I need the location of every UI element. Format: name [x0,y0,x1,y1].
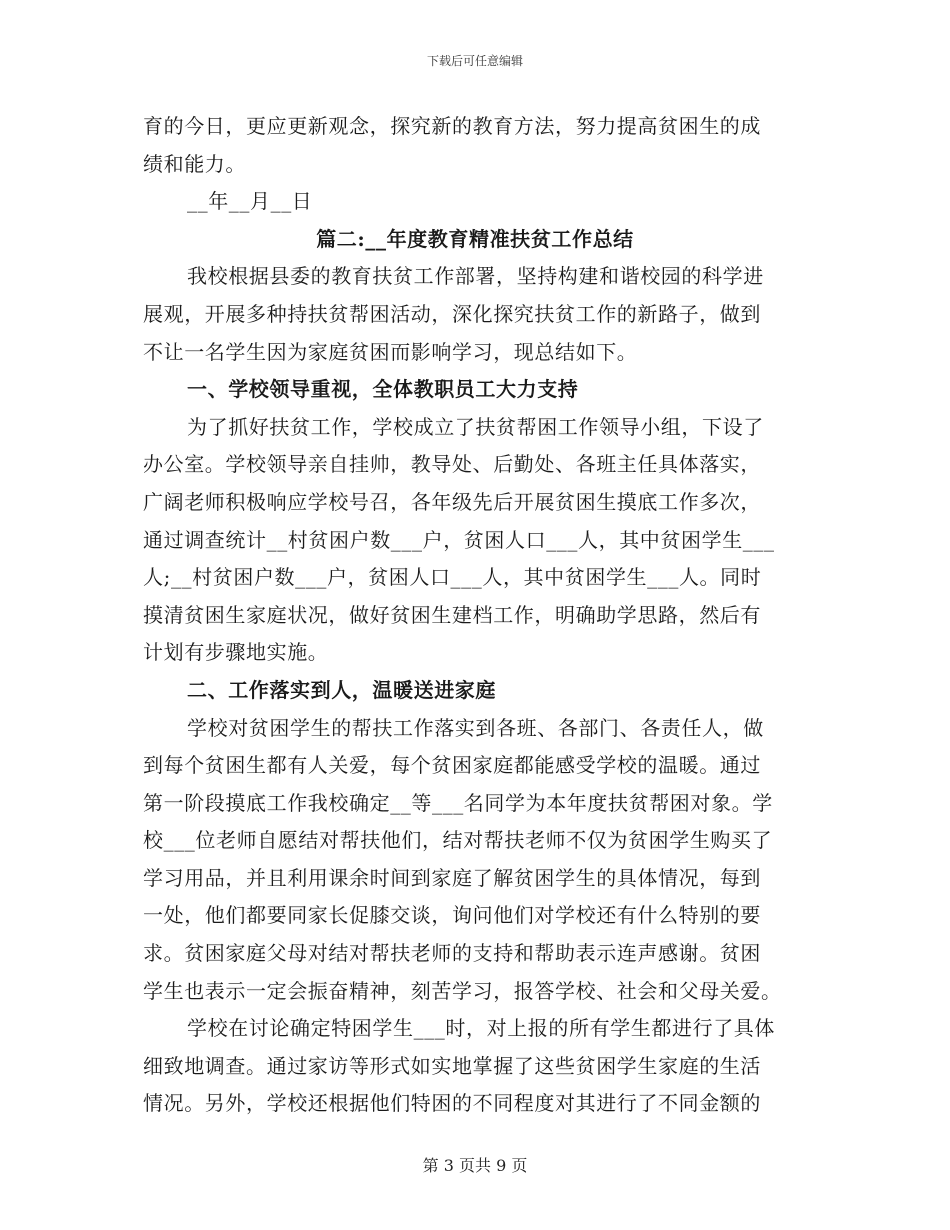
paragraph-line: 学生也表示一定会振奋精神，刻苦学习，报答学校、社会和父母关爱。 [143,978,782,1003]
paragraph-line: 人;__村贫困户数___户，贫困人口___人，其中贫困学生___人。同时 [143,565,762,590]
paragraph-line: 第一阶段摸底工作我校确定__等___名同学为本年度扶贫帮困对象。学 [143,790,773,815]
section-heading: 二、工作落实到人，温暖送进家庭 [187,677,496,702]
paragraph-line: 通过调查统计__村贫困户数___户，贫困人口___人，其中贫困学生___ [143,527,775,552]
paragraph-line: 校___位老师自愿结对帮扶他们，结对帮扶老师不仅为贫困学生购买了 [143,828,773,853]
paragraph-line: 办公室。学校领导亲自挂帅，教导处、后勤处、各班主任具体落实， [143,452,761,477]
paragraph-line: 细致地调查。通过家访等形式如实地掌握了这些贫困学生家庭的生活 [143,1053,761,1078]
paragraph-line: 计划有步骤地实施。 [143,640,329,665]
paragraph-line: 一处，他们都要同家长促膝交谈，询问他们对学校还有什么特别的要 [143,903,761,928]
paragraph-line: 学习用品，并且利用课余时间到家庭了解贫困学生的具体情况，每到 [143,865,761,890]
page-header: 下载后可任意编辑 [426,54,523,68]
section-heading: 一、学校领导重视，全体教职员工大力支持 [187,377,579,402]
page-footer: 第 3 页共 9 页 [422,1156,528,1175]
paragraph-line: 广阔老师积极响应学校号召，各年级先后开展贫困生摸底工作多次， [143,489,761,514]
paragraph-line: 求。贫困家庭父母对结对帮扶老师的支持和帮助表示连声感谢。贫困 [143,941,761,966]
paragraph-line: 育的今日，更应更新观念，探究新的教育方法，努力提高贫困生的成 [143,114,761,138]
section-heading: 篇二:__年度教育精准扶贫工作总结 [316,226,634,251]
paragraph-line: 学校对贫困学生的帮扶工作落实到各班、各部门、各责任人，做 [187,715,764,740]
paragraph-line: __年__月__日 [187,189,313,214]
paragraph-line: 不让一名学生因为家庭贫困而影响学习，现总结如下。 [143,339,638,364]
paragraph-line: 为了抓好扶贫工作，学校成立了扶贫帮困工作领导小组，下设了 [187,414,764,439]
paragraph-line: 展观，开展多种持扶贫帮困活动，深化探究扶贫工作的新路子，做到 [143,301,761,326]
paragraph-line: 学校在讨论确定特困学生___时，对上报的所有学生都进行了具体 [187,1016,775,1041]
paragraph-line: 到每个贫困生都有人关爱，每个贫困家庭都能感受学校的温暖。通过 [143,753,761,778]
paragraph-line: 摸清贫困生家庭状况，做好贫困生建档工作，明确助学思路，然后有 [143,602,761,627]
paragraph-line: 情况。另外，学校还根据他们特困的不同程度对其进行了不同金额的 [143,1091,761,1116]
document-body [143,108,807,1123]
paragraph-line: 绩和能力。 [143,151,246,176]
paragraph-line: 我校根据县委的教育扶贫工作部署，坚持构建和谐校园的科学进 [187,264,764,289]
